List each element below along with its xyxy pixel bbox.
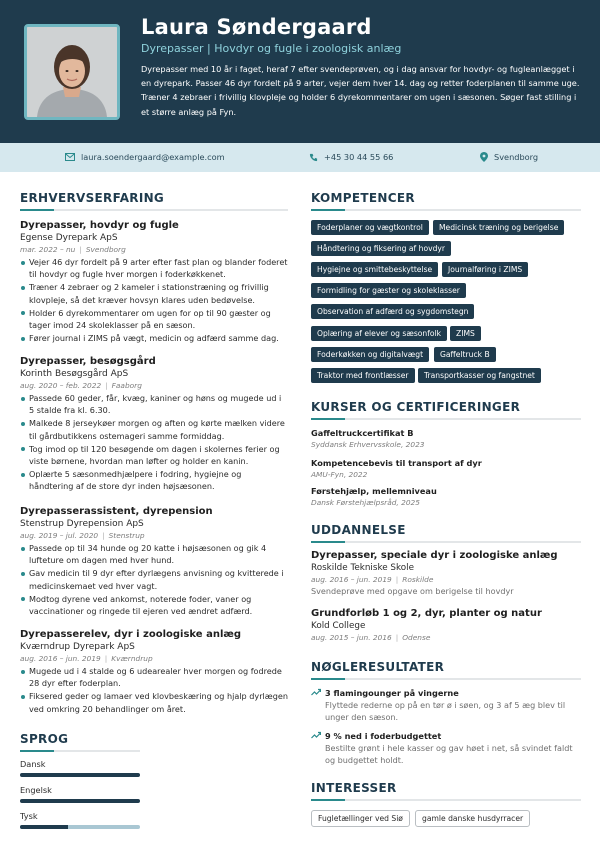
job-dates: aug. 2019 – jul. 2020 — [20, 531, 99, 540]
job-bullet: Vejer 46 dyr fordelt på 9 arter efter fast plan og blander foderet til hovdyr og fugle hver morgen i foderkøkkenet. — [20, 256, 288, 280]
job-bullet: Gav medicin til 9 dyr efter dyrlægens anvisning og kvitterede i medicinskemaet ved hver vagt. — [20, 567, 288, 591]
portrait-image — [27, 27, 117, 117]
job-bullet: Passede 60 geder, får, kvæg, kaniner og høns og mugede ud i 5 stalde fra kl. 6.30. — [20, 392, 288, 416]
course-title: Gaffeltruckcertifikat B — [311, 428, 414, 438]
job-place: Kværndrup — [111, 654, 153, 663]
result-title: 3 flamingounger på vingerne — [325, 688, 459, 698]
job-company: Egense Dyrepark ApS — [20, 233, 118, 243]
competency-chip: ZIMS — [450, 326, 481, 341]
trend-up-icon — [311, 731, 321, 739]
language-level-bar — [20, 773, 140, 777]
job-meta: mar. 2022 – nu | Svendborg — [20, 245, 126, 254]
education-item — [311, 550, 581, 597]
course-title: Kompetencebevis til transport af dyr — [311, 458, 482, 468]
contact-email[interactable] — [65, 152, 225, 162]
job-title: Dyrepasser, besøgsgård — [20, 356, 156, 367]
language-level-fill — [20, 773, 140, 777]
competency-chip: Transportkasser og fangstnet — [418, 368, 541, 383]
job-bullet: Fører journal i ZIMS på vægt, medicin og adfærd samme dag. — [20, 332, 288, 344]
job-meta: aug. 2016 – jun. 2019 | Kværndrup — [20, 654, 153, 663]
courses-heading: KURSER OG CERTIFICERINGER — [311, 400, 521, 414]
language-level-fill — [20, 825, 68, 829]
job-bullet: Malkede 8 jerseykøer morgen og aften og kørte mælken videre til gårdbutikkens ostemageri samme formiddag. — [20, 417, 288, 441]
location-text: Svendborg — [494, 152, 539, 162]
contact-phone[interactable] — [309, 152, 393, 162]
education-dates: aug. 2015 – jun. 2016 — [311, 633, 392, 642]
job-dates: aug. 2016 – jun. 2019 — [20, 654, 101, 663]
education-place: Odense — [402, 633, 431, 642]
languages-heading: SPROG — [20, 732, 69, 746]
language-item — [20, 811, 140, 829]
interest-tag: Fugletællinger ved Siø — [311, 810, 410, 827]
experience-heading: ERHVERVSERFARING — [20, 191, 165, 205]
job-bullet: Tog imod op til 120 besøgende om dagen i skolernes ferier og viste børnene, hvordan man løfter og holder en kanin. — [20, 443, 288, 467]
job-company: Korinth Besøgsgård ApS — [20, 369, 129, 379]
languages-rule — [20, 750, 140, 752]
competencies-rule — [311, 209, 581, 211]
job-bullet: Mugede ud i 4 stalde og 6 udearealer hver morgen og fodrede 28 dyr efter foderplan. — [20, 665, 288, 689]
job-company: Kværndrup Dyrepark ApS — [20, 642, 135, 652]
competency-chip: Foderplaner og vægtkontrol — [311, 220, 429, 235]
education-meta: aug. 2015 – jun. 2016 | Odense — [311, 633, 431, 642]
job-meta: aug. 2019 – jul. 2020 | Stenstrup — [20, 531, 145, 540]
job-company: Stenstrup Dyrepension ApS — [20, 519, 144, 529]
education-description: Svendeprøve med opgave om berigelse til hovdyr — [311, 586, 514, 596]
job-bullet: Træner 4 zebraer og 2 kameler i stationstræning og frivillig klovpleje, så det kræver hovsyn klares uden bedøvelse. — [20, 281, 288, 305]
job-place: Faaborg — [111, 381, 142, 390]
course-item — [311, 458, 482, 480]
job-dates: mar. 2022 – nu — [20, 245, 76, 254]
competency-chip: Oplæring af elever og sæsonfolk — [311, 326, 447, 341]
language-level-fill — [20, 799, 140, 803]
phone-text: +45 30 44 55 66 — [324, 152, 394, 162]
results-rule — [311, 678, 581, 680]
job-meta: aug. 2020 – feb. 2022 | Faaborg — [20, 381, 142, 390]
job-bullets — [20, 392, 288, 493]
language-level-bar — [20, 825, 140, 829]
education-heading: UDDANNELSE — [311, 523, 406, 537]
job-title: Dyrepasser, hovdyr og fugle — [20, 220, 179, 231]
education-school: Roskilde Tekniske Skole — [311, 563, 415, 573]
language-item — [20, 785, 140, 803]
contact-location — [480, 152, 538, 162]
result-item — [311, 730, 581, 766]
job-bullets — [20, 256, 288, 344]
course-item — [311, 486, 437, 508]
results-heading: NØGLERESULTATER — [311, 660, 445, 674]
email-text: laura.soendergaard@example.com — [81, 152, 225, 162]
result-description: Bestilte grønt i hele kasser og gav høet i net, så svindet faldt og budgettet holdt. — [325, 743, 573, 766]
language-name: Tysk — [20, 811, 38, 821]
course-issuer: Syddansk Erhvervsskole, 2023 — [311, 440, 425, 449]
job-entry — [20, 356, 288, 494]
mail-icon — [65, 153, 75, 161]
language-name: Engelsk — [20, 785, 52, 795]
education-dates: aug. 2016 – jun. 2019 — [311, 575, 392, 584]
job-entry — [20, 629, 288, 716]
language-level-bar — [20, 799, 140, 803]
candidate-headline: Dyrepasser | Hovdyr og fugle i zoologisk anlæg — [141, 42, 402, 55]
competency-chip: Hygiejne og smittebeskyttelse — [311, 262, 438, 277]
courses-rule — [311, 418, 581, 420]
job-bullet: Holder 6 dyrekommentarer om ugen for op til 90 gæster og tager imod 24 skoleklasser på en sæson. — [20, 307, 288, 331]
job-entry — [20, 220, 288, 345]
competency-chip: Journalføring i ZIMS — [442, 262, 528, 277]
result-item — [311, 687, 581, 723]
education-title: Dyrepasser, speciale dyr i zoologiske anlæg — [311, 550, 558, 561]
experience-rule — [20, 209, 288, 211]
job-dates: aug. 2020 – feb. 2022 — [20, 381, 102, 390]
job-bullet: Fiksered geder og lamaer ved klovbeskæring og hjalp dyrlægen ved omkring 20 behandlinger om året. — [20, 690, 288, 714]
job-entry — [20, 506, 288, 618]
job-place: Svendborg — [85, 245, 126, 254]
course-issuer: AMU-Fyn, 2022 — [311, 470, 368, 479]
language-item — [20, 759, 140, 777]
competency-chip: Gaffeltruck B — [434, 347, 496, 362]
header — [0, 0, 600, 143]
competency-chip: Observation af adfærd og sygdomstegn — [311, 304, 474, 319]
interests-rule — [311, 799, 581, 801]
competency-chip: Håndtering og fiksering af hovdyr — [311, 241, 451, 256]
location-pin-icon — [480, 152, 488, 162]
job-bullet: Oplærte 5 sæsonmedhjælpere i fodring, hygiejne og håndtering af de store dyr inden højsæsonen. — [20, 468, 288, 492]
course-issuer: Dansk Førstehjælpsråd, 2025 — [311, 498, 420, 507]
competency-chip: Formidling for gæster og skoleklasser — [311, 283, 466, 298]
education-meta: aug. 2016 – jun. 2019 | Roskilde — [311, 575, 434, 584]
interest-tag: gamle danske husdyrracer — [415, 810, 530, 827]
trend-up-icon — [311, 688, 321, 696]
competency-chip: Medicinsk træning og berigelse — [433, 220, 564, 235]
education-school: Kold College — [311, 621, 366, 631]
job-bullets — [20, 542, 288, 617]
result-title: 9 % ned i foderbudgettet — [325, 731, 442, 741]
candidate-name: Laura Søndergaard — [141, 15, 372, 39]
job-title: Dyrepasserelev, dyr i zoologiske anlæg — [20, 629, 242, 640]
course-item — [311, 428, 424, 450]
competencies-heading: KOMPETENCER — [311, 191, 415, 205]
job-title: Dyrepasserassistent, dyrepension — [20, 506, 213, 517]
contact-bar — [0, 143, 600, 172]
profile-summary: Dyrepasser med 10 år i faget, heraf 7 efter svendeprøven, og i dag ansvar for hovdyr- og fugleanlægget i en dyrepark. Passer 46 dyr fordelt på 9 arter, vejer dem hver 14. dag og retter foderplanen til samme uge. Træner 4 zebraer i frivillig klovpleje og holder 6 dyrekommentarer om ugen i sæsonen. Søger fast stilling i et større anlæg på Fyn. — [141, 64, 580, 117]
job-bullet: Modtog dyrene ved ankomst, noterede foder, vaner og vaccinationer og ringede til ejeren ved ændret adfærd. — [20, 593, 288, 617]
education-place: Roskilde — [402, 575, 434, 584]
job-bullets — [20, 665, 288, 715]
phone-icon — [309, 153, 318, 162]
language-name: Dansk — [20, 759, 46, 769]
job-bullet: Passede op til 34 hunde og 20 katte i højsæsonen og gik 4 lufteture om dagen med hver hund. — [20, 542, 288, 566]
job-place: Stenstrup — [108, 531, 145, 540]
competency-chip: Traktor med frontlæsser — [311, 368, 415, 383]
competency-chip: Foderkøkken og digitalvægt — [311, 347, 429, 362]
course-title: Førstehjælp, mellemniveau — [311, 486, 437, 496]
interests-heading: INTERESSER — [311, 781, 397, 795]
result-description: Flyttede rederne op på en tør ø i søen, og 3 af 5 æg blev til unger den sæson. — [325, 700, 566, 723]
profile-photo — [24, 24, 120, 120]
education-title: Grundforløb 1 og 2, dyr, planter og natur — [311, 608, 542, 619]
education-rule — [311, 541, 581, 543]
education-item — [311, 608, 581, 643]
